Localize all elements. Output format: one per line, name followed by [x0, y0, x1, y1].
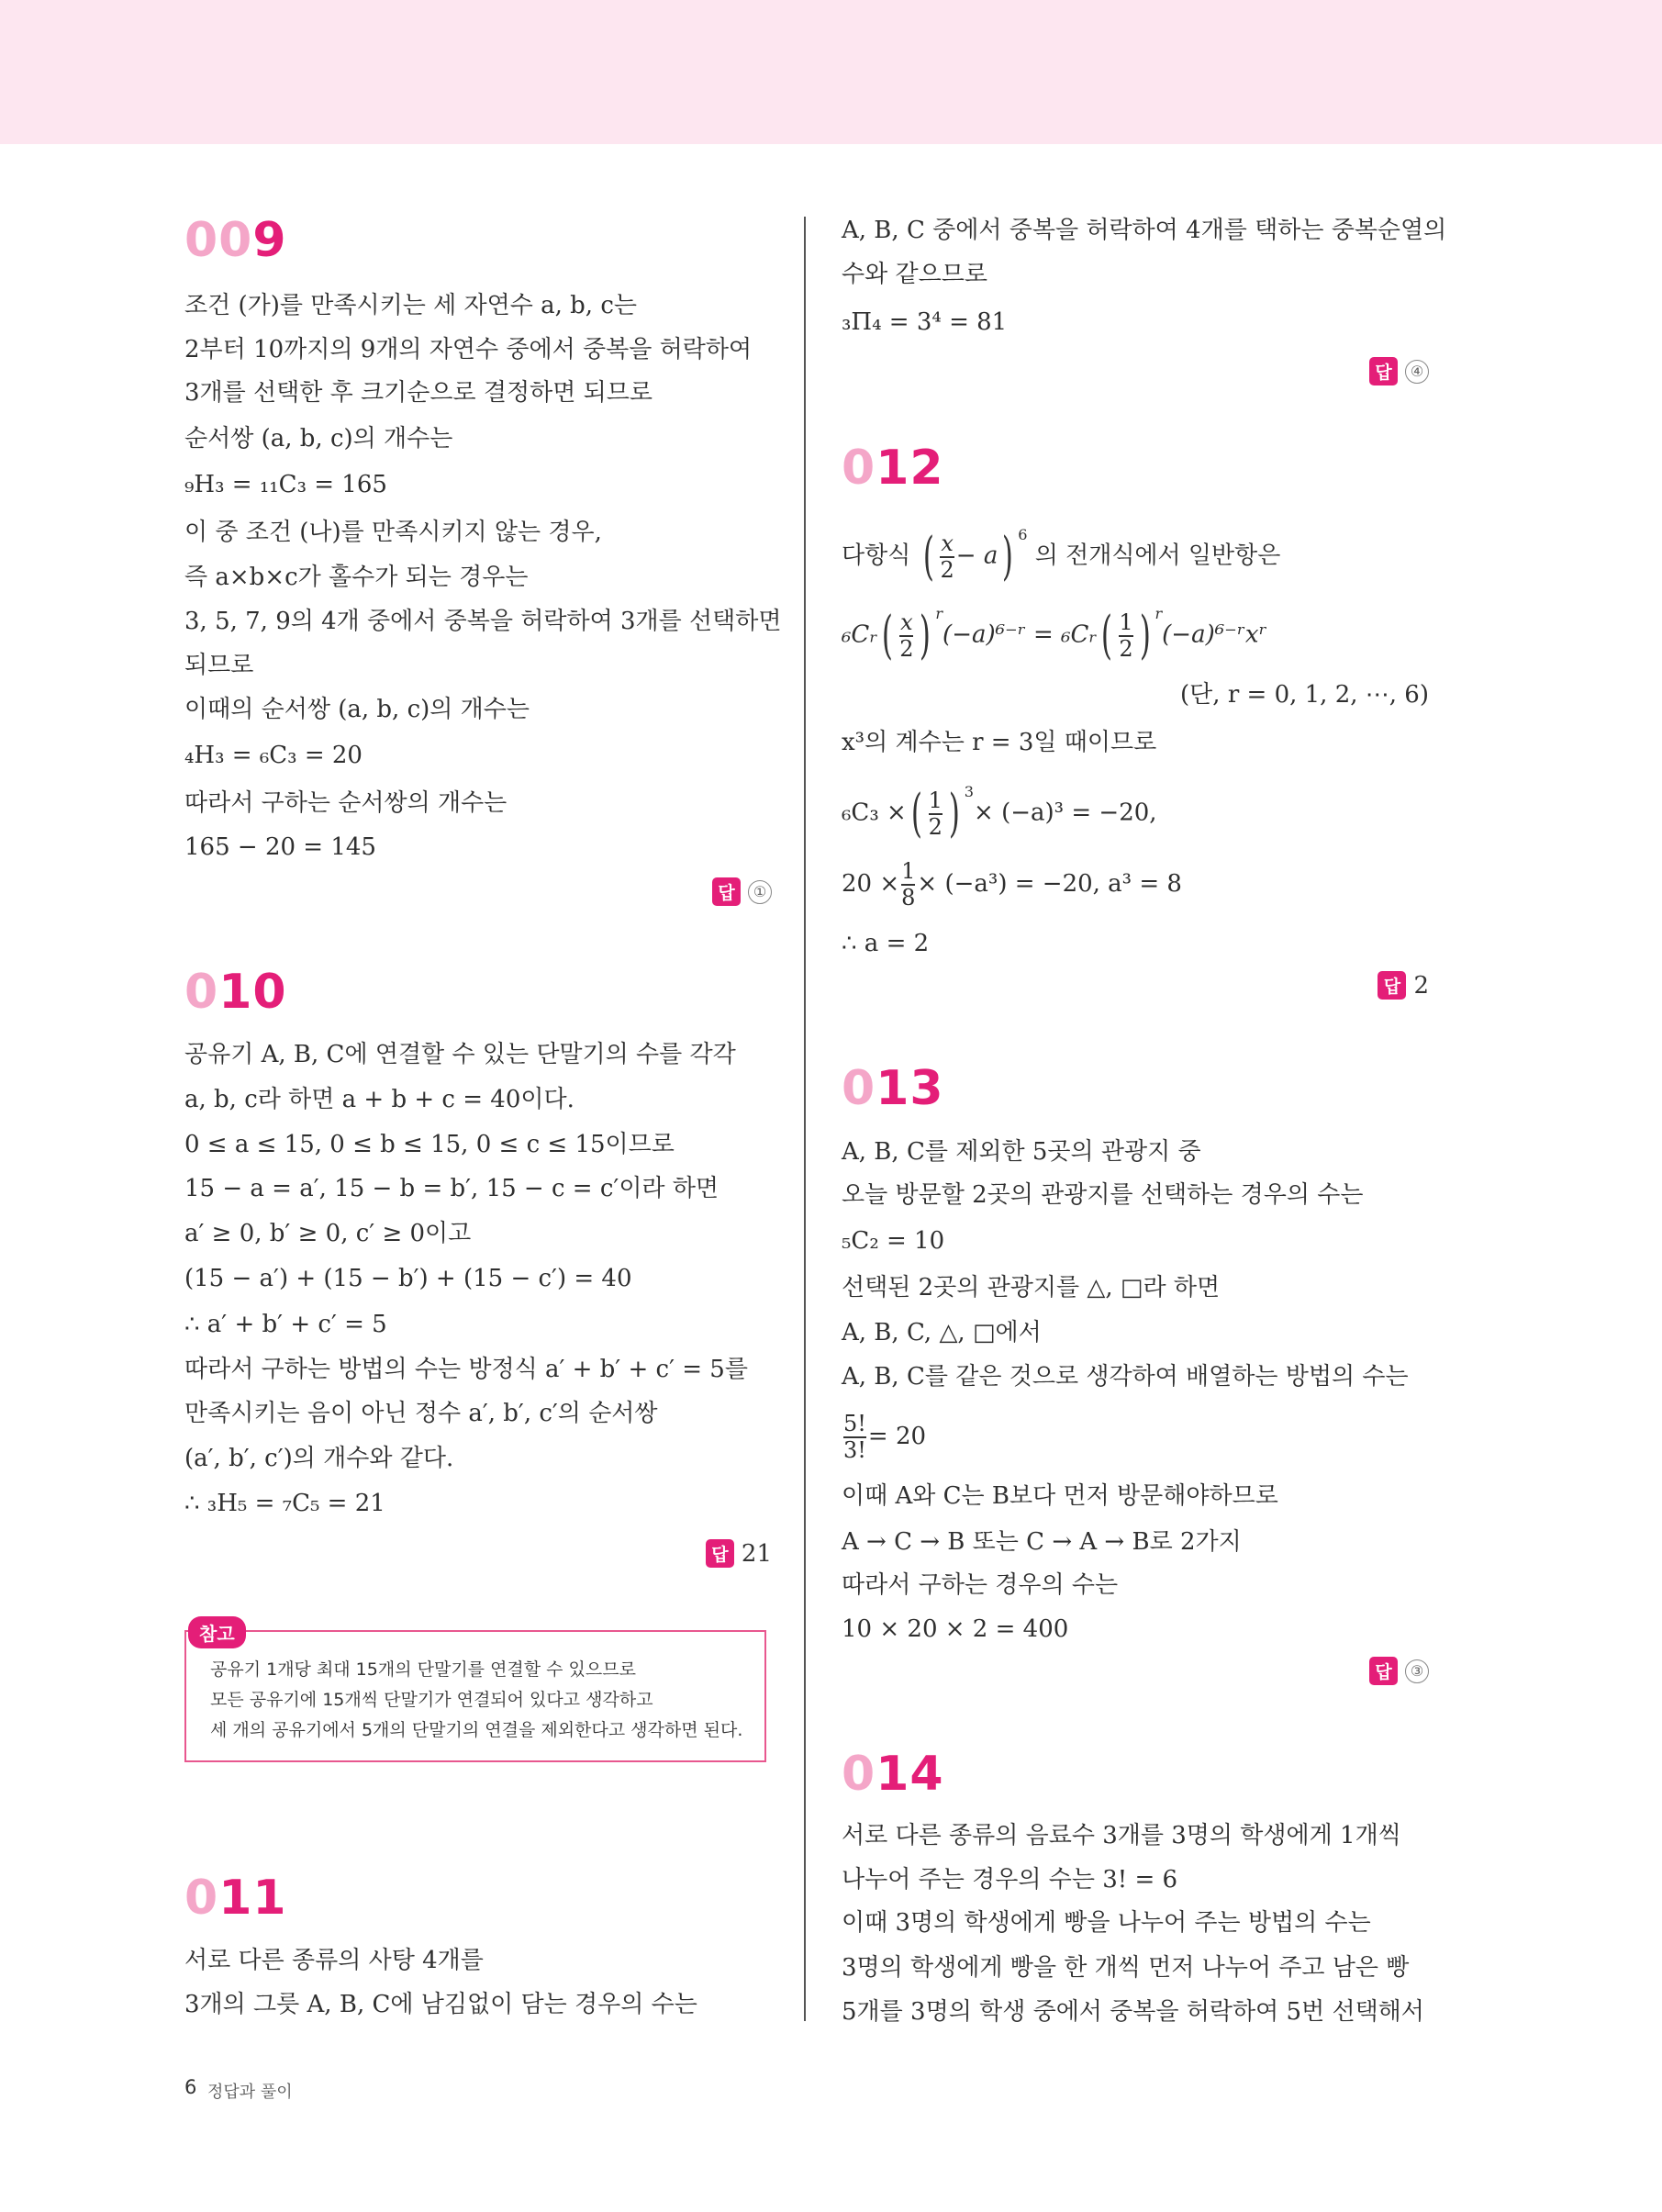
left-paren: ( [910, 783, 922, 843]
fraction: $\frac{1}{2}$ [1119, 609, 1133, 662]
solution-line: 0 ≤ a ≤ 15, 0 ≤ b ≤ 15, 0 ≤ c ≤ 15이므로 [184, 1131, 675, 1158]
exponent: r [935, 605, 943, 622]
fraction-result: = 20 [867, 1423, 927, 1450]
solution-line: 따라서 구하는 순서쌍의 개수는 [184, 789, 508, 817]
solution-line: a, b, c라 하면 a + b + c = 40이다. [184, 1086, 574, 1113]
solution-line: (15 − a′) + (15 − b′) + (15 − c′) = 40 [184, 1265, 632, 1292]
answer-choice: ④ [1405, 360, 1429, 384]
answer-013 [1369, 1657, 1429, 1685]
solution-line: 오늘 방문할 2곳의 관광지를 선택하는 경우의 수는 [842, 1181, 1364, 1209]
problem-number-012: 012 [842, 441, 944, 496]
intro-text: 의 전개식에서 일반항은 [1034, 542, 1281, 570]
top-header-band [0, 0, 1662, 144]
exponent: 3 [964, 783, 975, 800]
solution-line: ₉H₃ = ₁₁C₃ = 165 [184, 471, 387, 498]
solution-line: 3개의 그릇 A, B, C에 남김없이 담는 경우의 수는 [184, 1991, 697, 2018]
calc-line [842, 780, 1157, 843]
right-paren: ) [1002, 526, 1014, 587]
solution-line: 선택된 2곳의 관광지를 △, □라 하면 [842, 1274, 1221, 1302]
general-term-left: ₆Cᵣ [842, 620, 878, 649]
solution-line: 조건 (가)를 만족시키는 세 자연수 a, b, c는 [184, 292, 637, 319]
solution-line: ∴ ₃H₅ = ₇C₅ = 21 [184, 1490, 385, 1517]
solution-line: 3개를 선택한 후 크기순으로 결정하면 되므로 [184, 379, 653, 407]
fraction: $\frac{1}{2}$ [928, 787, 943, 840]
solution-line: 5개를 3명의 학생 중에서 중복을 허락하여 5번 선택해서 [842, 1998, 1424, 2026]
calc-line [842, 857, 1182, 910]
exponent: r [1154, 605, 1163, 622]
problem-number-011: 011 [184, 1871, 287, 1926]
solution-line: 즉 a×b×c가 홀수가 되는 경우는 [184, 564, 529, 591]
fraction: $\frac{5!}{3!}$ [843, 1411, 866, 1463]
solution-line: ₅C₂ = 10 [842, 1227, 945, 1255]
note-line: 공유기 1개당 최대 15개의 단말기를 연결할 수 있으므로 [210, 1659, 636, 1680]
answer-value: 21 [741, 1539, 772, 1568]
answer-009 [712, 877, 772, 906]
solution-line: ∴ a′ + b′ + c′ = 5 [184, 1311, 387, 1338]
left-paren: ( [922, 526, 934, 587]
answer-value: 2 [1413, 971, 1429, 1000]
solution-line: 3, 5, 7, 9의 4개 중에서 중복을 허락하여 3개를 선택하면 [184, 608, 782, 635]
answer-badge: 답 [1369, 1657, 1398, 1685]
answer-badge: 답 [706, 1539, 734, 1568]
answer-choice: ① [748, 880, 772, 904]
solution-line: 따라서 구하는 경우의 수는 [842, 1571, 1119, 1599]
exponent: 6 [1018, 526, 1028, 543]
solution-line: 수와 같으므로 [842, 261, 987, 288]
calc-right: × (−a³) = −20, a³ = 8 [917, 870, 1182, 898]
answer-choice: ③ [1405, 1659, 1429, 1683]
right-paren: ) [920, 605, 931, 665]
calc-left: 20 × [842, 870, 900, 898]
range-note: (단, r = 0, 1, 2, ⋯, 6) [1180, 681, 1429, 709]
problem-number-009: 009 [184, 213, 287, 268]
right-paren: ) [1139, 605, 1151, 665]
fraction: $\frac{1}{8}$ [901, 858, 916, 910]
page-number: 6 [184, 2076, 197, 2098]
page-footer-label: 정답과 풀이 [207, 2083, 293, 2102]
fraction: $\frac{x}{2}$ [899, 609, 914, 662]
note-tag: 참고 [188, 1616, 246, 1648]
solution-line: 만족시키는 음이 아닌 정수 a′, b′, c′의 순서쌍 [184, 1400, 658, 1427]
column-divider [804, 217, 806, 2021]
solution-line: 이 중 조건 (나)를 만족시키지 않는 경우, [184, 519, 602, 546]
solution-line: 15 − a = a′, 15 − b = b′, 15 − c = c′이라 하면 [184, 1175, 719, 1202]
fraction-line [842, 1410, 926, 1463]
solution-line: 이때 3명의 학생에게 빵을 나누어 주는 방법의 수는 [842, 1909, 1371, 1937]
calc-left: ₆C₃ × [842, 799, 907, 827]
solution-line: 나누어 주는 경우의 수는 3! = 6 [842, 1866, 1178, 1894]
solution-line: x³의 계수는 r = 3일 때이므로 [842, 729, 1157, 756]
fraction: $\frac{x}{2}$ [940, 530, 954, 583]
problem-number-010: 010 [184, 965, 287, 1020]
reference-note-box [184, 1623, 766, 1762]
solution-line: a′ ≥ 0, b′ ≥ 0, c′ ≥ 0이고 [184, 1220, 472, 1247]
answer-010 [706, 1539, 772, 1568]
solution-line: A, B, C, △, □에서 [842, 1319, 1042, 1346]
answer-011 [1369, 357, 1429, 385]
solution-line: 2부터 10까지의 9개의 자연수 중에서 중복을 허락하여 [184, 336, 753, 363]
solution-line: 따라서 구하는 방법의 수는 방정식 a′ + b′ + c′ = 5를 [184, 1356, 748, 1383]
note-line: 모든 공유기에 15개씩 단말기가 연결되어 있다고 생각하고 [210, 1690, 653, 1710]
solution-line: 3명의 학생에게 빵을 한 개씩 먼저 나누어 주고 남은 빵 [842, 1954, 1410, 1982]
general-term-mid: (−a)⁶⁻ʳ = ₆Cᵣ [943, 620, 1098, 649]
solution-line: 서로 다른 종류의 사탕 4개를 [184, 1947, 484, 1974]
solution-line: 10 × 20 × 2 = 400 [842, 1615, 1069, 1643]
solution-line: (a′, b′, c′)의 개수와 같다. [184, 1445, 454, 1472]
problem-number-014: 014 [842, 1747, 944, 1802]
general-term-end: (−a)⁶⁻ʳxʳ [1162, 620, 1267, 649]
general-term [842, 602, 1267, 665]
solution-line: ₃Π₄ = 3⁴ = 81 [842, 308, 1008, 336]
note-line: 세 개의 공유기에서 5개의 단말기의 연결을 제외한다고 생각하면 된다. [210, 1720, 743, 1740]
answer-badge: 답 [1378, 971, 1406, 1000]
intro-term: − a [955, 542, 998, 570]
solution-line: 되므로 [184, 652, 254, 679]
solution-line: 이때 A와 C는 B보다 먼저 방문해야하므로 [842, 1482, 1278, 1510]
solution-line: A → C → B 또는 C → A → B로 2가지 [842, 1528, 1242, 1556]
problem-number-013: 013 [842, 1061, 944, 1116]
solution-line: A, B, C 중에서 중복을 허락하여 4개를 택하는 중복순열의 [842, 217, 1447, 244]
right-paren: ) [948, 783, 960, 843]
solution-line: ₄H₃ = ₆C₃ = 20 [184, 742, 363, 769]
solution-line: 이때의 순서쌍 (a, b, c)의 개수는 [184, 696, 530, 723]
solution-line: 서로 다른 종류의 음료수 3개를 3명의 학생에게 1개씩 [842, 1822, 1401, 1849]
calc-right: × (−a)³ = −20, [974, 799, 1157, 827]
answer-012 [1378, 971, 1429, 1000]
solution-line: 공유기 A, B, C에 연결할 수 있는 단말기의 수를 각각 [184, 1041, 736, 1068]
solution-line: A, B, C를 제외한 5곳의 관광지 중 [842, 1138, 1201, 1166]
answer-badge: 답 [1369, 357, 1398, 385]
left-paren: ( [882, 605, 894, 665]
conclusion-line: ∴ a = 2 [842, 930, 930, 957]
solution-line: 165 − 20 = 145 [184, 833, 376, 861]
left-paren: ( [1101, 605, 1113, 665]
intro-text: 다항식 [842, 542, 911, 570]
solution-line: A, B, C를 같은 것으로 생각하여 배열하는 방법의 수는 [842, 1363, 1409, 1391]
answer-badge: 답 [712, 877, 741, 906]
solution-line: 순서쌍 (a, b, c)의 개수는 [184, 425, 453, 452]
expansion-intro [842, 523, 1281, 587]
